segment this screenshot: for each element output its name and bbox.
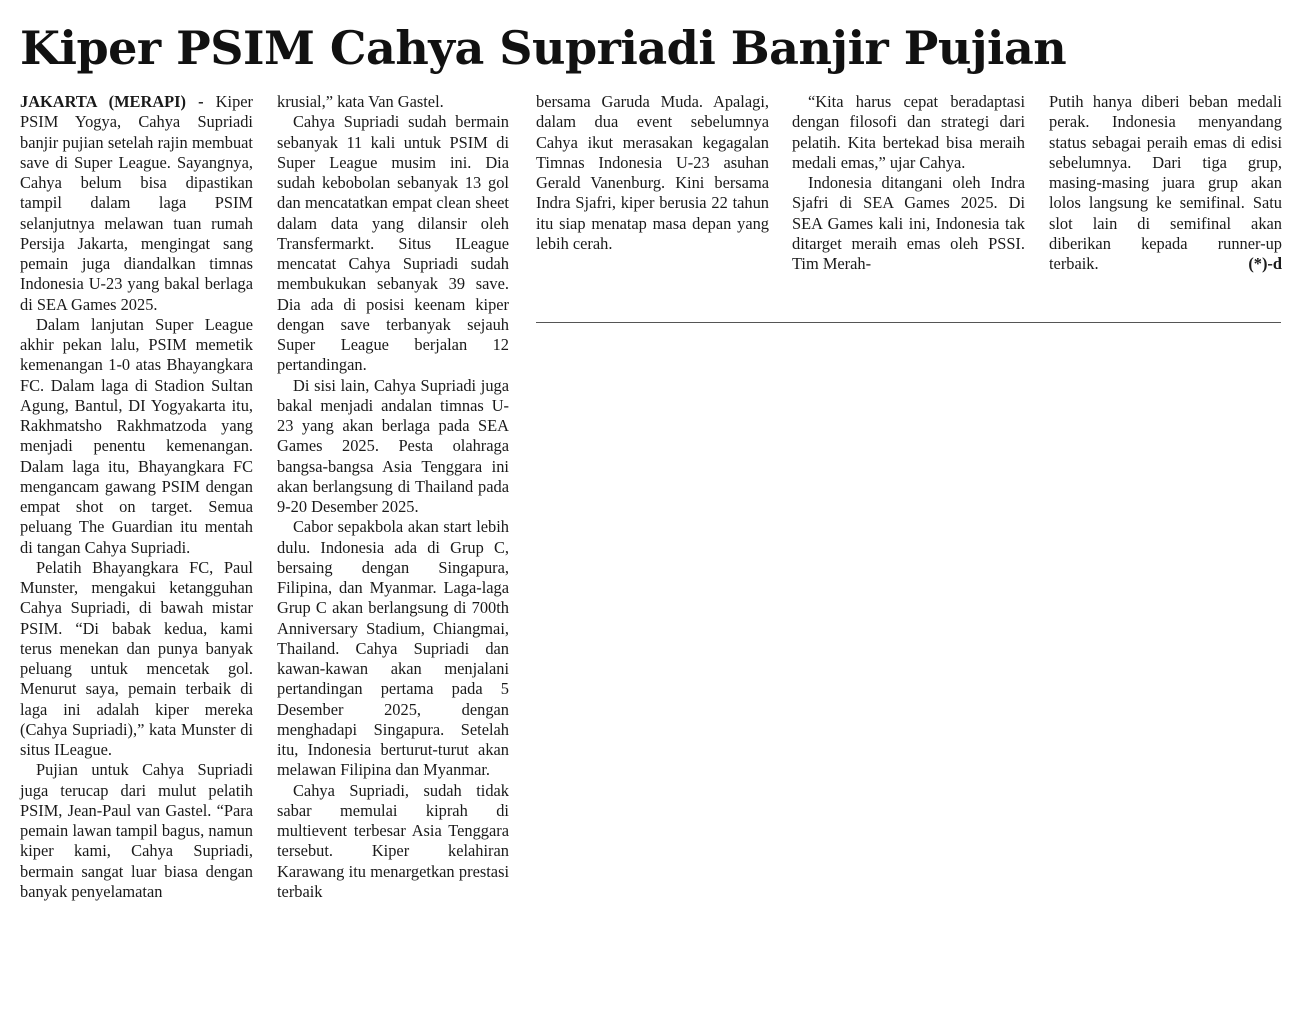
author-credit: (*)-d bbox=[1248, 254, 1282, 273]
paragraph: Dalam lanjutan Super League akhir pekan lalu, PSIM memetik kemenangan 1-0 atas Bhayangkara FC. Dalam laga di Stadion Sultan Agung, Bantul, DI Yogyakarta itu, Rakhmatsho Rakhmatzoda yang menjadi penentu kemenangan. Dalam laga itu, Bhayangkara FC mengancam gawang PSIM dengan empat shot on target. Semua peluang The Guardian itu mentah di tangan Cahya Supriadi. bbox=[20, 314, 253, 557]
paragraph: Cabor sepakbola akan start lebih dulu. Indonesia ada di Grup C, bersaing dengan Singapura, Filipina, dan Myanmar. Laga-laga Grup C akan berlangsung di 700th Anniversary Stadium, Chiangmai, Thailand. Cahya Supriadi dan kawan-kawan akan menjalani pertandingan pertama pada 5 Desember 2025, dengan menghadapi Singapura. Setelah itu, Indonesia berturut-turut akan melawan Filipina dan Myanmar. bbox=[277, 517, 509, 780]
paragraph-text: Putih hanya diberi beban medali perak. Indonesia menyandang status sebagai peraih emas di edisi sebelumnya. Dari tiga grup, masing-masing juara grup akan lolos langsung ke semifinal. Satu slot lain di semifinal akan diberikan kepada runner-up terbaik. bbox=[1049, 92, 1282, 273]
paragraph: “Kita harus cepat beradaptasi dengan filosofi dan strategi dari pelatih. Kita bertekad bisa meraih medali emas,” ujar Cahya. bbox=[792, 92, 1025, 172]
article-column-3 bbox=[536, 92, 769, 254]
article-column-5 bbox=[1049, 92, 1282, 274]
paragraph: Pujian untuk Cahya Supriadi juga terucap dari mulut pelatih PSIM, Jean-Paul van Gastel. “Para pemain lawan tampil bagus, namun kiper kami, Cahya Supriadi, bermain sangat luar biasa dengan banyak penyelamatan bbox=[20, 760, 253, 901]
headline: Kiper PSIM Cahya Supriadi Banjir Pujian bbox=[20, 21, 1067, 75]
article-column-4 bbox=[792, 92, 1025, 274]
paragraph: Pelatih Bhayangkara FC, Paul Munster, mengakui ketangguhan Cahya Supriadi, di bawah mistar PSIM. “Di babak kedua, kami terus menekan dan punya banyak peluang untuk mencetak gol. Menurut saya, pemain terbaik di laga ini adalah kiper mereka (Cahya Supriadi),” kata Munster di situs ILeague. bbox=[20, 557, 253, 759]
paragraph: Cahya Supriadi sudah bermain sebanyak 11 kali untuk PSIM di Super League musim ini. Dia sudah kebobolan sebanyak 13 gol dan mencatatkan empat clean sheet dalam data yang dilansir oleh Transfermarkt. Situs ILeague mencatat Cahya Supriadi sudah membukukan sebanyak 39 save. Dia ada di posisi keenam kiper dengan save terbanyak sejauh Super League berjalan 12 pertandingan. bbox=[277, 112, 509, 375]
dateline: JAKARTA (MERAPI) - bbox=[20, 92, 204, 111]
paragraph: Indonesia ditangani oleh Indra Sjafri di SEA Games 2025. Di SEA Games kali ini, Indonesia tak ditarget meraih emas oleh PSSI. Tim Merah- bbox=[792, 173, 1025, 273]
paragraph: bersama Garuda Muda. Apalagi, dalam dua event sebelumnya Cahya ikut merasakan kegagalan Timnas Indonesia U-23 asuhan Gerald Vanenburg. Kini bersama Indra Sjafri, kiper berusia 22 tahun itu siap menatap masa depan yang lebih cerah. bbox=[536, 92, 769, 253]
paragraph-text: Kiper PSIM Yogya, Cahya Supriadi banjir pujian setelah rajin membuat save di Super League. Sayangnya, Cahya belum bisa dipastikan tampil dalam laga PSIM selanjutnya melawan tuan rumah Persija Jakarta, mengingat sang pemain juga diandalkan timnas Indonesia U-23 yang bakal berlaga di SEA Games 2025. bbox=[20, 92, 253, 314]
paragraph: krusial,” kata Van Gastel. bbox=[277, 92, 444, 111]
article-end-rule bbox=[536, 322, 1281, 323]
lead-paragraph bbox=[20, 92, 253, 315]
paragraph: Cahya Supriadi, sudah tidak sabar memulai kiprah di multievent terbesar Asia Tenggara tersebut. Kiper kelahiran Karawang itu menargetkan prestasi terbaik bbox=[277, 780, 509, 901]
paragraph bbox=[1049, 92, 1282, 274]
article-column-2 bbox=[277, 92, 509, 902]
paragraph: Di sisi lain, Cahya Supriadi juga bakal menjadi andalan timnas U-23 yang akan berlaga pada SEA Games 2025. Pesta olahraga bangsa-bangsa Asia Tenggara ini akan berlangsung di Thailand pada 9-20 Desember 2025. bbox=[277, 375, 509, 516]
article-column-1 bbox=[20, 92, 253, 902]
